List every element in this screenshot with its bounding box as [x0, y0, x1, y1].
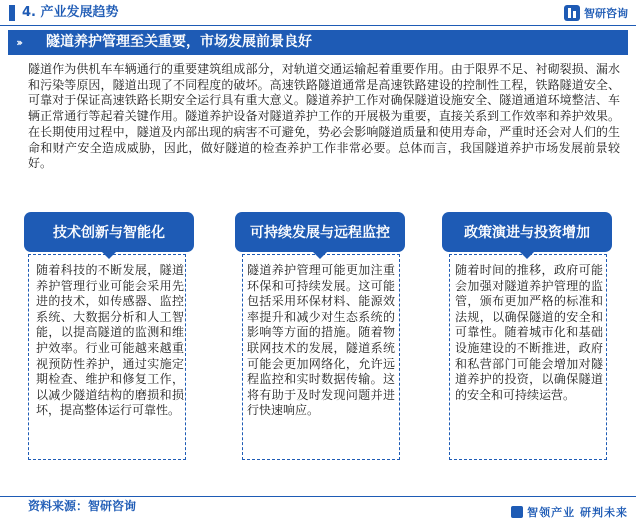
footer-slogan: 智领产业 研判未来 — [527, 506, 628, 519]
header-divider — [0, 25, 636, 26]
footer-logo — [511, 504, 628, 520]
card-header-tech — [24, 212, 194, 252]
intro-paragraph: 隧道作为供机车车辆通行的重要建筑组成部分，对轨道交通运输起着重要作用。由于限界不足、衬砌裂损、漏水和污染等原因，隧道出现了不同程度的破坏。高速铁路隧道通常是高速铁路建设的控制性工程，铁路隧道安全、可靠对于保证高速铁路长期安全运行具有重大意义。隧道养护工作对确保隧道设施安全、隧道通道环境整洁、车辆正常通行等起着关键作用。隧道养护设备对隧道养护工作的开展极为重要，直接关系到工作效率和养护效果。在长期使用过程中，隧道及内部出现的病害不可避免，势必会影响隧道质量和使用寿命，严重时还会对人们的生命和财产安全造成威胁，因此，做好隧道的检查养护工作非常必要。总体而言，我国隧道养护市场发展前景较好。 — [28, 62, 620, 171]
page-header — [0, 0, 636, 27]
title-banner — [8, 30, 628, 55]
card-header-policy — [442, 212, 612, 252]
footer-divider — [0, 496, 636, 497]
card-pointer — [102, 252, 116, 259]
logo-icon — [511, 506, 523, 518]
chevrons-icon: ››› — [16, 36, 21, 49]
section-title: 4. 产业发展趋势 — [22, 5, 119, 20]
card-header-sustain — [235, 212, 405, 252]
card-text: 隧道养护管理可能更加注重环保和可持续发展。这可能包括采用环保材料、能源效率提升和减少对生态系统的影响等方面的措施。随着物联网技术的发展，隧道系统可能会更加网络化，允许远程监控和实时数据传输。这将有助于及时发现问题并进行快速响应。 — [247, 263, 395, 418]
logo-text: 智研咨询 — [584, 7, 628, 20]
brand-logo — [564, 4, 628, 22]
card-title: 政策演进与投资增加 — [464, 225, 590, 241]
card-pointer — [313, 252, 327, 259]
card-pointer — [520, 252, 534, 259]
card-text: 随着时间的推移，政府可能会加强对隧道养护管理的监管，颁布更加严格的标准和法规，以确保隧道的安全和可靠性。随着城市化和基础设施建设的不断推进，政府和私营部门可能会增加对隧道养护的投资，以确保隧道的安全和可持续运营。 — [455, 263, 603, 402]
card-title: 技术创新与智能化 — [53, 225, 165, 241]
header-accent-bar — [9, 5, 15, 21]
source-note: 资料来源：智研咨询 — [28, 499, 137, 513]
logo-icon — [564, 5, 580, 21]
card-title: 可持续发展与远程监控 — [250, 225, 390, 241]
banner-title: 隧道养护管理至关重要，市场发展前景良好 — [46, 34, 312, 50]
card-text: 随着科技的不断发展，隧道养护管理行业可能会采用先进的技术，如传感器、监控系统、大数据分析和人工智能，以提高隧道的监测和维护效率。行业可能越来越重视预防性养护，通过实施定期检查、维护和修复工作，以减少隧道结构的磨损和损坏，提高整体运行可靠性。 — [36, 263, 184, 418]
